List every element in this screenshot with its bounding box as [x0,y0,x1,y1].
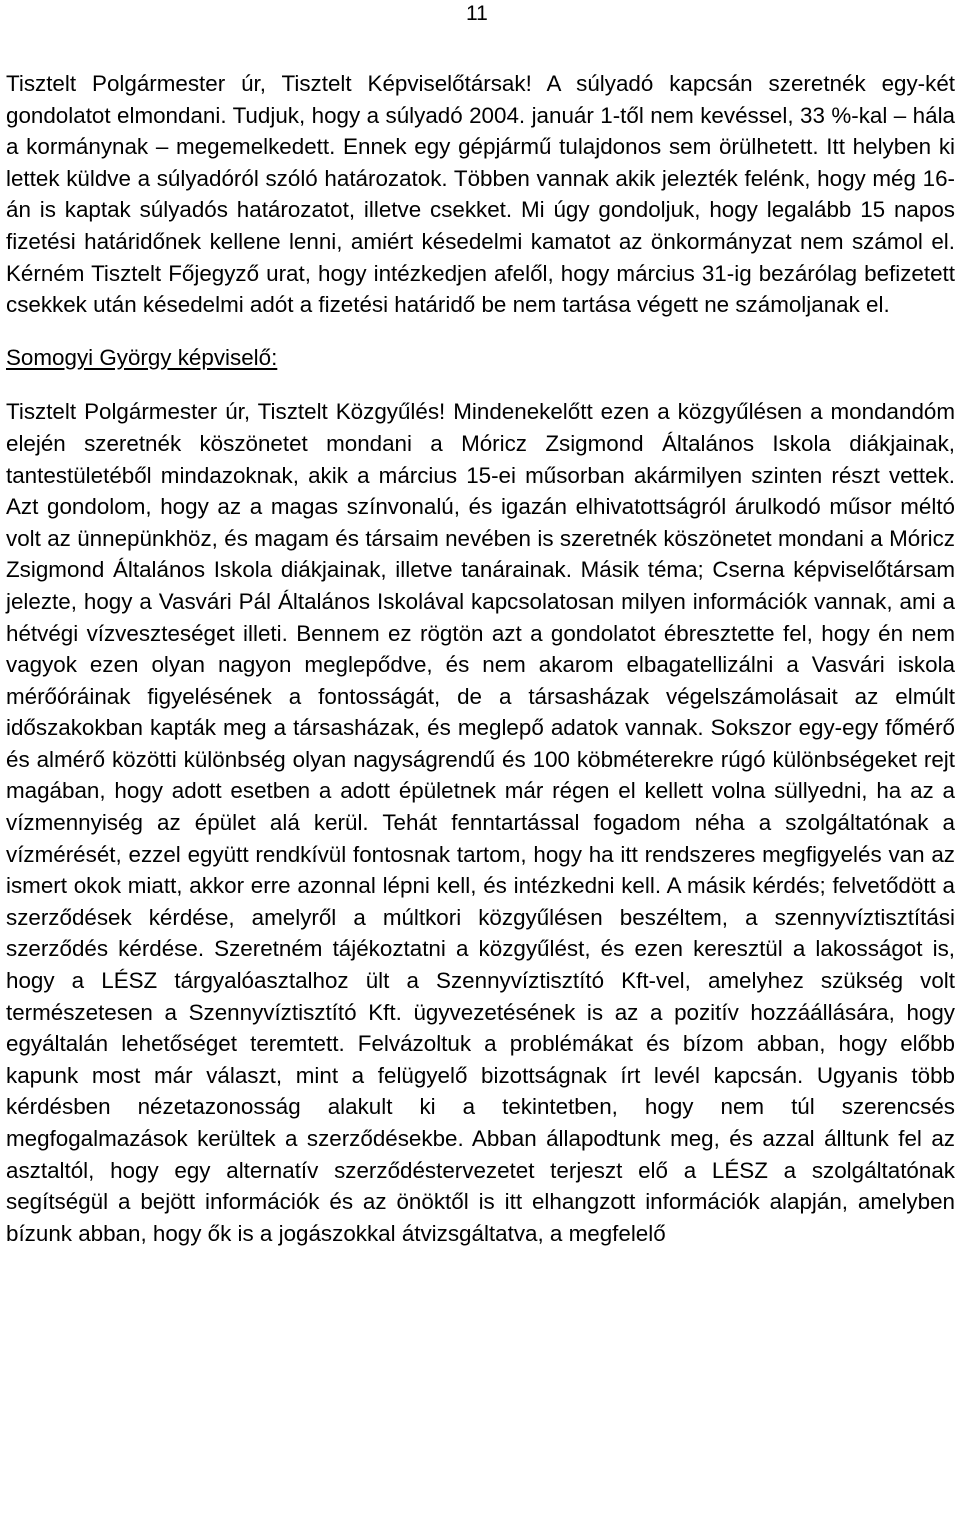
page-number: 11 [466,2,488,25]
speaker-heading: Somogyi György képviselő: [6,344,278,370]
document-body [6,68,955,1249]
paragraph-speech-1: Tisztelt Polgármester úr, Tisztelt Képviselőtársak! A súlyadó kapcsán szeretnék egy-két gondolatot elmondani. Tudjuk, hogy a súlyadó 2004. január 1-től nem kevéssel, 33 %-kal – hála a kormánynak – megemelkedett. Ennek egy gépjármű tulajdonos sem örülhetett. Itt helyben ki lettek küldve a súlyadóról szóló határozatok. Többen vannak akik jelezték felénk, hogy még 16-án is kaptak súlyadós határozatot, illetve csekket. Mi úgy gondoljuk, hogy legalább 15 napos fizetési határidőnek kellene lenni, amiért késedelmi kamatot az önkormányzat nem számol el. Kérném Tisztelt Főjegyző urat, hogy intézkedjen afelől, hogy március 31-ig bezárólag befizetett csekkek után késedelmi adót a fizetési határidő be nem tartása végett ne számoljanak el. [6,71,955,318]
paragraph-speech-2: Tisztelt Polgármester úr, Tisztelt Közgyűlés! Mindenekelőtt ezen a közgyűlésen a mondandóm elején szeretnék köszönetet mondani a Móricz Zsigmond Általános Iskola diákjainak, tantestületéből mindazoknak, akik a március 15-ei műsorban akármilyen szinten részt vettek. Azt gondolom, hogy az a magas színvonalú, és igazán elhivatottságról árulkodó műsor méltó volt az ünnepünkhöz, és magam és társaim nevében is szeretnék köszönetet mondani a Móricz Zsigmond Általános Iskola diákjainak, illetve tanárainak. Másik téma; Cserna képviselőtársam jelezte, hogy a Vasvári Pál Általános Iskolával kapcsolatosan milyen információk vannak, ami a hétvégi vízveszteséget illeti. Bennem ez rögtön azt a gondolatot ébresztette fel, hogy én nem vagyok ezen olyan nagyon meglepődve, és nem akarom elbagatellizálni a Vasvári iskola mérőóráinak figyelésének a fontosságát, de a társasházak végelszámolásait az elmúlt időszakokban kapták meg a társasházak, és meglepő adatok vannak. Sokszor egy-egy főmérő és almérő közötti különbség olyan nagyságrendű és 100 köbméterekre rúgó különbségeket rejt magában, hogy adott esetben a adott épületnek már régen el kellett volna süllyedni, ha az a vízmennyiség az épület alá kerül. Tehát fenntartással fogadom néha a szolgáltatónak a vízmérését, ezzel együtt rendkívül fontosnak tartom, hogy ha itt rendszeres megfigyelés van az ismert okok miatt, akkor erre azonnal lépni kell, és intézkedni kell. A másik kérdés; felvetődött a szerződések kérdése, amelyről a múltkori közgyűlésen beszéltem, a szennyvíztisztítási szerződés kérdése. Szeretném tájékoztatni a közgyűlést, és ezen keresztül a lakosságot is, hogy a LÉSZ tárgyalóasztalhoz ült a Szennyvíztisztító Kft-vel, amelyhez szükség volt természetesen a Szennyvíztisztító Kft. ügyvezetésének is az a pozitív hozzáállására, hogy egyáltalán lehetőséget teremtett. Felvázoltuk a problémákat és bízom abban, hogy előbb kapunk most már választ, mint a felügyelő bizottságnak írt levél kapcsán. Ugyanis több kérdésben nézetazonosság alakult ki a tekintetben, hogy nem túl szerencsés megfogalmazások kerültek a szerződésekbe. Abban állapodtunk meg, és azzal álltunk fel az asztaltól, hogy egy alternatív szerződéstervezetet terjeszt elő a LÉSZ a szolgáltatónak segítségül a bejött információk és az önöktől is itt elhangzott információk alapján, amelyben bízunk abban, hogy ők is a jogászokkal átvizsgáltatva, a megfelelő [6,399,955,1246]
